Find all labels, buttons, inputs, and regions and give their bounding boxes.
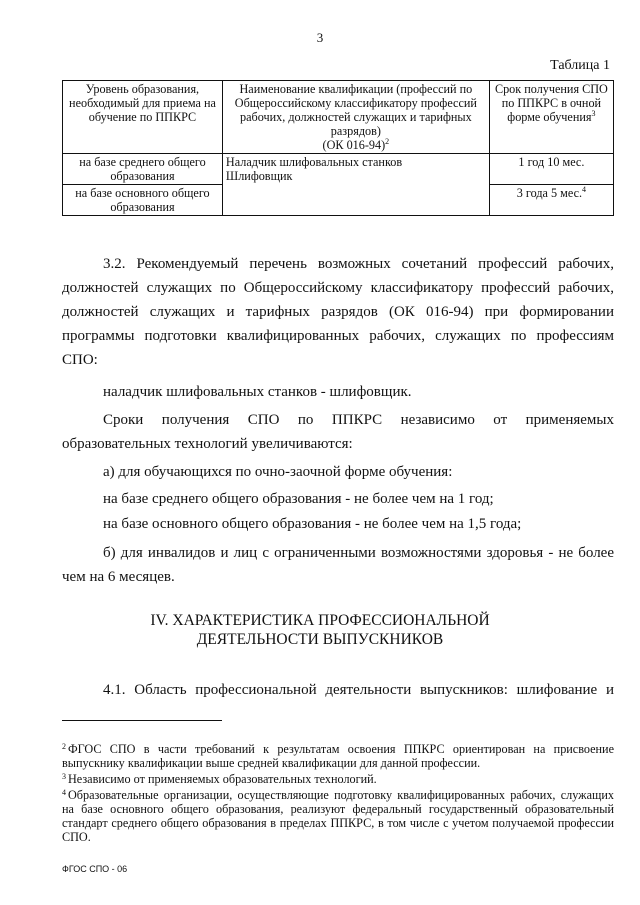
footnote-4 (62, 786, 614, 844)
table-row (63, 154, 614, 185)
header-duration-text: Срок получения СПО по ППКРС в очной форме обучения (494, 82, 608, 124)
footnote-ref-3: 3 (591, 108, 596, 118)
header-qualification-name (222, 81, 489, 154)
header-qualification-text: Наименование квалификации (профессий по Общероссийскому классификатору профессий рабочих, должностей служащих и тарифных разрядов) (234, 82, 477, 138)
footnote-ref-2: 2 (385, 136, 390, 146)
qualification-item: Наладчик шлифовальных станков (225, 155, 403, 169)
section-3-2-line-5: СПО: (62, 352, 98, 368)
qualification-item: Шлифовщик (225, 169, 293, 183)
section-4-heading-line-1: IV. ХАРАКТЕРИСТИКА ПРОФЕССИОНАЛЬНОЙ (150, 612, 490, 629)
terms-line-2: образовательных технологий увеличиваются: (62, 436, 353, 452)
qualification-cell (222, 154, 489, 216)
footnote-number: 2 (62, 742, 66, 751)
section-3-2-line-4: программы подготовки квалифицированных рабочих, служащих по профессиям (62, 328, 614, 344)
row-duration-text: 3 года 5 мес. (516, 186, 583, 200)
section-4-heading-line-2: ДЕЯТЕЛЬНОСТИ ВЫПУСКНИКОВ (196, 631, 444, 648)
section-4-1-line-1: 4.1. Область профессиональной деятельности выпускников: шлифование и (103, 682, 614, 698)
row-duration: 1 год 10 мес. (489, 154, 613, 185)
page-number: 3 (316, 30, 324, 45)
footnote-ref-4: 4 (582, 184, 587, 194)
footnote-text: Образовательные организации, осуществляющие подготовку квалифицированных рабочих, служащих на базе основного общего образования, реализуют федеральный государственный образовательный стандарт среднего общего образования в пределах ППКРС, в том числе с учетом получаемой профессии СПО. (62, 788, 614, 844)
footnote-number: 4 (62, 788, 66, 797)
item-a: а) для обучающихся по очно-заочной форме обучения: (103, 464, 453, 480)
profession-combination: наладчик шлифовальных станков - шлифовщик. (103, 384, 412, 400)
table-header-row (63, 81, 614, 154)
row-duration (489, 185, 613, 216)
header-okpdtr-code: (ОК 016-94) (322, 138, 386, 152)
item-b-line-2: чем на 6 месяцев. (62, 569, 175, 585)
table-label: Таблица 1 (550, 58, 610, 73)
row-education-level: на базе среднего общего образования (63, 154, 223, 185)
footnote-text: Независимо от применяемых образовательных технологий. (68, 772, 377, 786)
item-b-line-1: б) для инвалидов и лиц с ограниченными возможностями здоровья - не более (103, 545, 614, 561)
header-duration (489, 81, 613, 154)
footnote-text: ФГОС СПО в части требований к результатам освоения ППКРС ориентирован на присвоение выпускнику квалификации выше средней квалификации для данной профессии. (62, 742, 614, 770)
section-3-2-line-1: 3.2. Рекомендуемый перечень возможных сочетаний профессий рабочих, (103, 256, 614, 272)
qualification-table (62, 80, 614, 216)
item-a-basic: на базе основного общего образования - не более чем на 1,5 года; (103, 516, 522, 532)
footnote-3 (62, 770, 614, 786)
header-education-level: Уровень образования, необходимый для приема на обучение по ППКРС (63, 81, 223, 154)
row-education-level: на базе основного общего образования (63, 185, 223, 216)
item-a-secondary: на базе среднего общего образования - не более чем на 1 год; (103, 491, 494, 507)
footnote-separator (62, 720, 222, 721)
terms-line-1: Сроки получения СПО по ППКРС независимо от применяемых (103, 412, 614, 428)
footnote-number: 3 (62, 772, 66, 781)
section-3-2-line-3: должностей служащих и тарифных разрядов (ОК 016-94) при формировании (62, 304, 614, 320)
document-code: ФГОС СПО - 06 (62, 864, 128, 874)
section-3-2-line-2: должностей служащих по Общероссийскому классификатору профессий рабочих, (62, 280, 614, 296)
footnote-2 (62, 740, 614, 770)
